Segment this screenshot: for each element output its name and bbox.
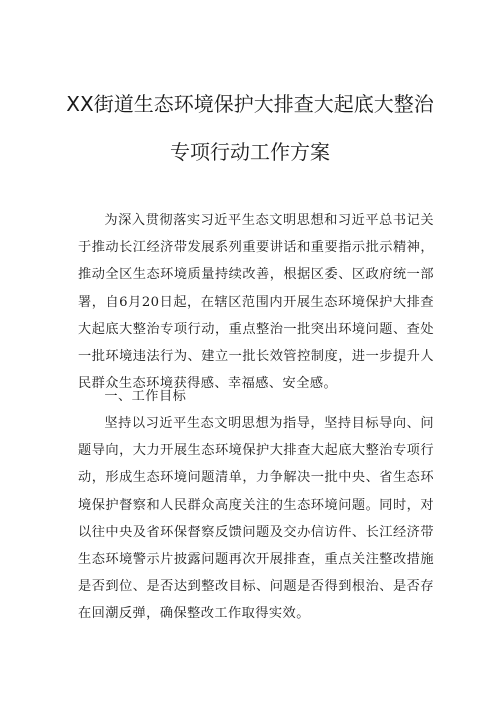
intro-paragraph: 为深入贯彻落实习近平生态文明思想和习近平总书记关于推动长江经济带发展系列重要讲话和重要指示批示精神，推动全区生态环境质量持续改善，根据区委、区政府统一部署，自6月20日起，在辖区范围内开展生态环境保护大排查大起底大整治专项行动，重点整治一批突出环境问题、查处一批环境违法行为、建立一批长效管控制度，进一步提升人民群众生态环境获得感、幸福感、安全感。 bbox=[78, 213, 434, 392]
document-title-line-1: XX街道生态环境保护大排查大起底大整治 bbox=[66, 92, 434, 116]
section-paragraph-work-goals: 坚持以习近平生态文明思想为指导，坚持目标导向、问题导向，大力开展生态环境保护大排查大起底大整治专项行动，形成生态环境问题清单，力争解决一批中央、省生态环境保护督察和人民群众高度关注的生态环境问题。同时，对以往中央及省环保督察反馈问题及交办信访件、长江经济带生态环境警示片披露问题再次开展排查，重点关注整改措施是否到位、是否达到整改目标、问题是否得到根治、是否存在回潮反弹，确保整改工作取得实效。 bbox=[78, 416, 434, 622]
section-heading-work-goals: 一、工作目标 bbox=[104, 389, 187, 404]
document-title-line-2: 专项行动工作方案 bbox=[170, 140, 330, 164]
